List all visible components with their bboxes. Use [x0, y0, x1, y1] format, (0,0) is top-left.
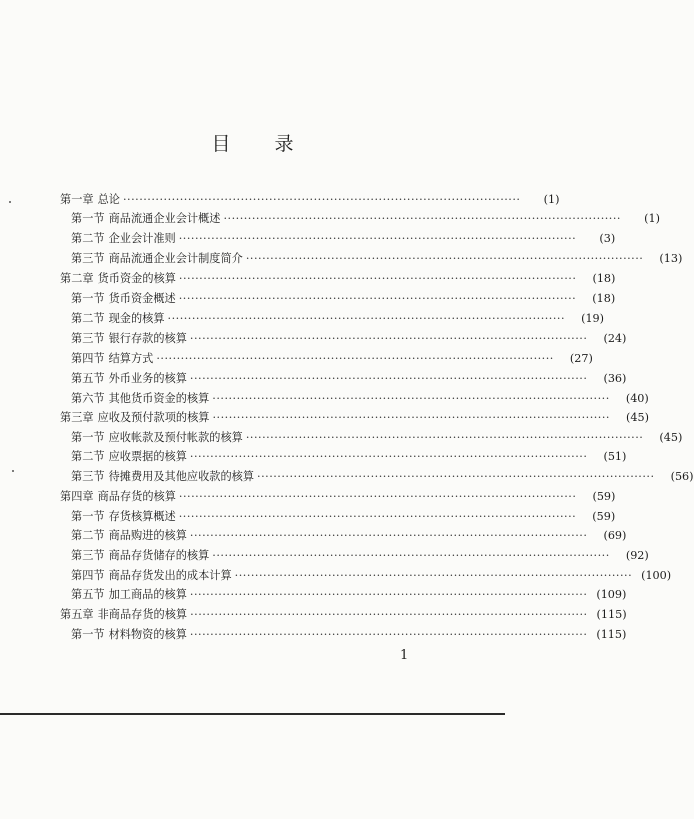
leader-dots: ··································································································	[122, 193, 521, 206]
bottom-rule	[0, 713, 505, 715]
toc-entry-title: 企业会计准则	[108, 232, 176, 245]
toc-entry-title: 存货核算概述	[108, 510, 176, 523]
toc-title	[0, 129, 505, 156]
toc-entry-title: 待摊费用及其他应收款的核算	[108, 470, 255, 483]
toc-section-row[interactable]	[71, 429, 683, 447]
toc-label: 第二节	[71, 232, 105, 245]
toc-entry-title: 材料物资的核算	[108, 628, 187, 641]
toc-label: 第三节	[71, 252, 105, 265]
scan-speck	[12, 470, 14, 472]
toc-section-row[interactable]	[71, 230, 616, 248]
toc-page-ref: (109)	[596, 588, 627, 601]
toc-entry-title: 货币资金概述	[108, 292, 176, 305]
toc-page-ref: (59)	[592, 510, 616, 523]
leader-dots: ··································································································	[178, 490, 577, 503]
leader-dots: ··································································································	[190, 608, 588, 621]
toc-section-row[interactable]	[71, 290, 616, 308]
toc-page-ref: (56)	[670, 470, 694, 483]
toc-label: 第一节	[71, 431, 105, 444]
toc-section-row[interactable]	[71, 508, 616, 526]
toc-label: 第一节	[71, 212, 105, 225]
toc-section-row[interactable]	[71, 250, 683, 268]
leader-dots: ··································································································	[223, 212, 621, 225]
leader-dots: ··································································································	[189, 628, 588, 641]
toc-page-ref: (18)	[592, 272, 616, 285]
toc-section-row[interactable]	[71, 448, 627, 466]
toc-section-row[interactable]	[71, 330, 627, 348]
toc-page-ref: (92)	[625, 549, 649, 562]
toc-label: 第一节	[71, 628, 105, 641]
toc-page-ref: (3)	[599, 232, 616, 245]
toc-page-ref: (51)	[603, 450, 627, 463]
title-char-1: 目	[211, 133, 231, 155]
toc-page-ref: (24)	[603, 332, 627, 345]
toc-label: 第三节	[71, 549, 105, 562]
toc-entry-title: 商品流通企业会计概述	[108, 212, 221, 225]
toc-label: 第二节	[71, 312, 105, 325]
toc-label: 第三节	[71, 332, 105, 345]
toc-section-row[interactable]	[71, 350, 593, 368]
leader-dots: ··································································································	[156, 352, 554, 365]
leader-dots: ··································································································	[167, 312, 566, 325]
toc-entry-title: 商品存货发出的成本计算	[108, 569, 232, 582]
toc-page-ref: (115)	[596, 628, 627, 641]
toc-section-row[interactable]	[71, 390, 649, 408]
toc-page-ref: (36)	[603, 372, 627, 385]
toc-page-ref: (19)	[581, 312, 605, 325]
toc-chapter-row[interactable]	[60, 606, 627, 624]
leader-dots: ··································································································	[245, 252, 644, 265]
leader-dots: ··································································································	[189, 529, 588, 542]
toc-entry-title: 其他货币资金的核算	[108, 392, 210, 405]
scan-speck	[9, 201, 11, 203]
toc-label: 第五章	[60, 608, 94, 621]
leader-dots: ··································································································	[245, 431, 644, 444]
toc-page-ref: (45)	[626, 411, 649, 424]
toc-page-ref: (13)	[659, 252, 683, 265]
toc-section-row[interactable]	[71, 567, 672, 585]
leader-dots: ··································································································	[178, 292, 577, 305]
toc-page-ref: (27)	[569, 352, 593, 365]
toc-label: 第二节	[71, 529, 105, 542]
toc-label: 第三章	[60, 411, 94, 424]
toc-label: 第一节	[71, 292, 105, 305]
toc-page-ref: (1)	[543, 193, 560, 206]
toc-page-ref: (45)	[659, 431, 683, 444]
page-number: 1	[400, 648, 409, 663]
toc-entry-title: 非商品存货的核算	[97, 608, 188, 621]
toc-chapter-row[interactable]	[60, 270, 616, 288]
toc-page-ref: (115)	[596, 608, 627, 621]
toc-page-ref: (1)	[644, 212, 660, 225]
toc-page-ref: (18)	[592, 292, 616, 305]
toc-label: 第五节	[71, 588, 105, 601]
toc-label: 第六节	[71, 392, 105, 405]
toc-chapter-row[interactable]	[60, 191, 560, 209]
toc-page-ref: (40)	[625, 392, 649, 405]
leader-dots: ··································································································	[212, 411, 610, 424]
toc-section-row[interactable]	[71, 468, 694, 486]
leader-dots: ··································································································	[189, 332, 588, 345]
toc-entry-title: 应收及预付款项的核算	[97, 411, 210, 424]
toc-page-ref: (59)	[592, 490, 616, 503]
toc-label: 第四章	[60, 490, 94, 503]
toc-label: 第一章	[60, 193, 94, 206]
leader-dots: ··································································································	[212, 549, 610, 562]
toc-entry-title: 应收帐款及预付帐款的核算	[108, 431, 243, 444]
toc-section-row[interactable]	[71, 547, 649, 565]
leader-dots: ··································································································	[178, 510, 577, 523]
toc-chapter-row[interactable]	[60, 488, 616, 506]
toc-entry-title: 货币资金的核算	[97, 272, 176, 285]
toc-entry-title: 商品存货的核算	[97, 490, 176, 503]
toc-section-row[interactable]	[71, 310, 605, 328]
toc-label: 第二节	[71, 450, 105, 463]
toc-entry-title: 应收票据的核算	[108, 450, 187, 463]
toc-label: 第三节	[71, 470, 105, 483]
toc-label: 第四节	[71, 569, 105, 582]
toc-section-row[interactable]	[71, 527, 627, 545]
leader-dots: ··································································································	[234, 569, 633, 582]
title-char-2: 录	[274, 133, 294, 155]
leader-dots: ··································································································	[189, 588, 588, 601]
toc-entry-title: 加工商品的核算	[108, 588, 187, 601]
leader-dots: ··································································································	[178, 232, 577, 245]
toc-entry-title: 总论	[97, 193, 120, 206]
toc-page-ref: (69)	[603, 529, 627, 542]
leader-dots: ··································································································	[257, 470, 655, 483]
toc-page-ref: (100)	[641, 569, 672, 582]
toc-section-row[interactable]	[71, 586, 627, 604]
leader-dots: ··································································································	[212, 392, 610, 405]
toc-entry-title: 商品存货储存的核算	[108, 549, 210, 562]
toc-entry-title: 外币业务的核算	[108, 372, 187, 385]
toc-label: 第二章	[60, 272, 94, 285]
toc-entry-title: 结算方式	[108, 352, 154, 365]
toc-section-row[interactable]	[71, 626, 627, 644]
toc-entry-title: 现金的核算	[108, 312, 165, 325]
toc-chapter-row[interactable]	[60, 409, 649, 427]
leader-dots: ··································································································	[189, 450, 588, 463]
leader-dots: ··································································································	[189, 372, 588, 385]
toc-entry-title: 银行存款的核算	[108, 332, 187, 345]
toc-label: 第一节	[71, 510, 105, 523]
toc-section-row[interactable]	[71, 210, 660, 228]
toc-entry-title: 商品流通企业会计制度简介	[108, 252, 243, 265]
leader-dots: ··································································································	[178, 272, 577, 285]
toc-section-row[interactable]	[71, 370, 627, 388]
toc-label: 第四节	[71, 352, 105, 365]
toc-label: 第五节	[71, 372, 105, 385]
toc-entry-title: 商品购进的核算	[108, 529, 187, 542]
